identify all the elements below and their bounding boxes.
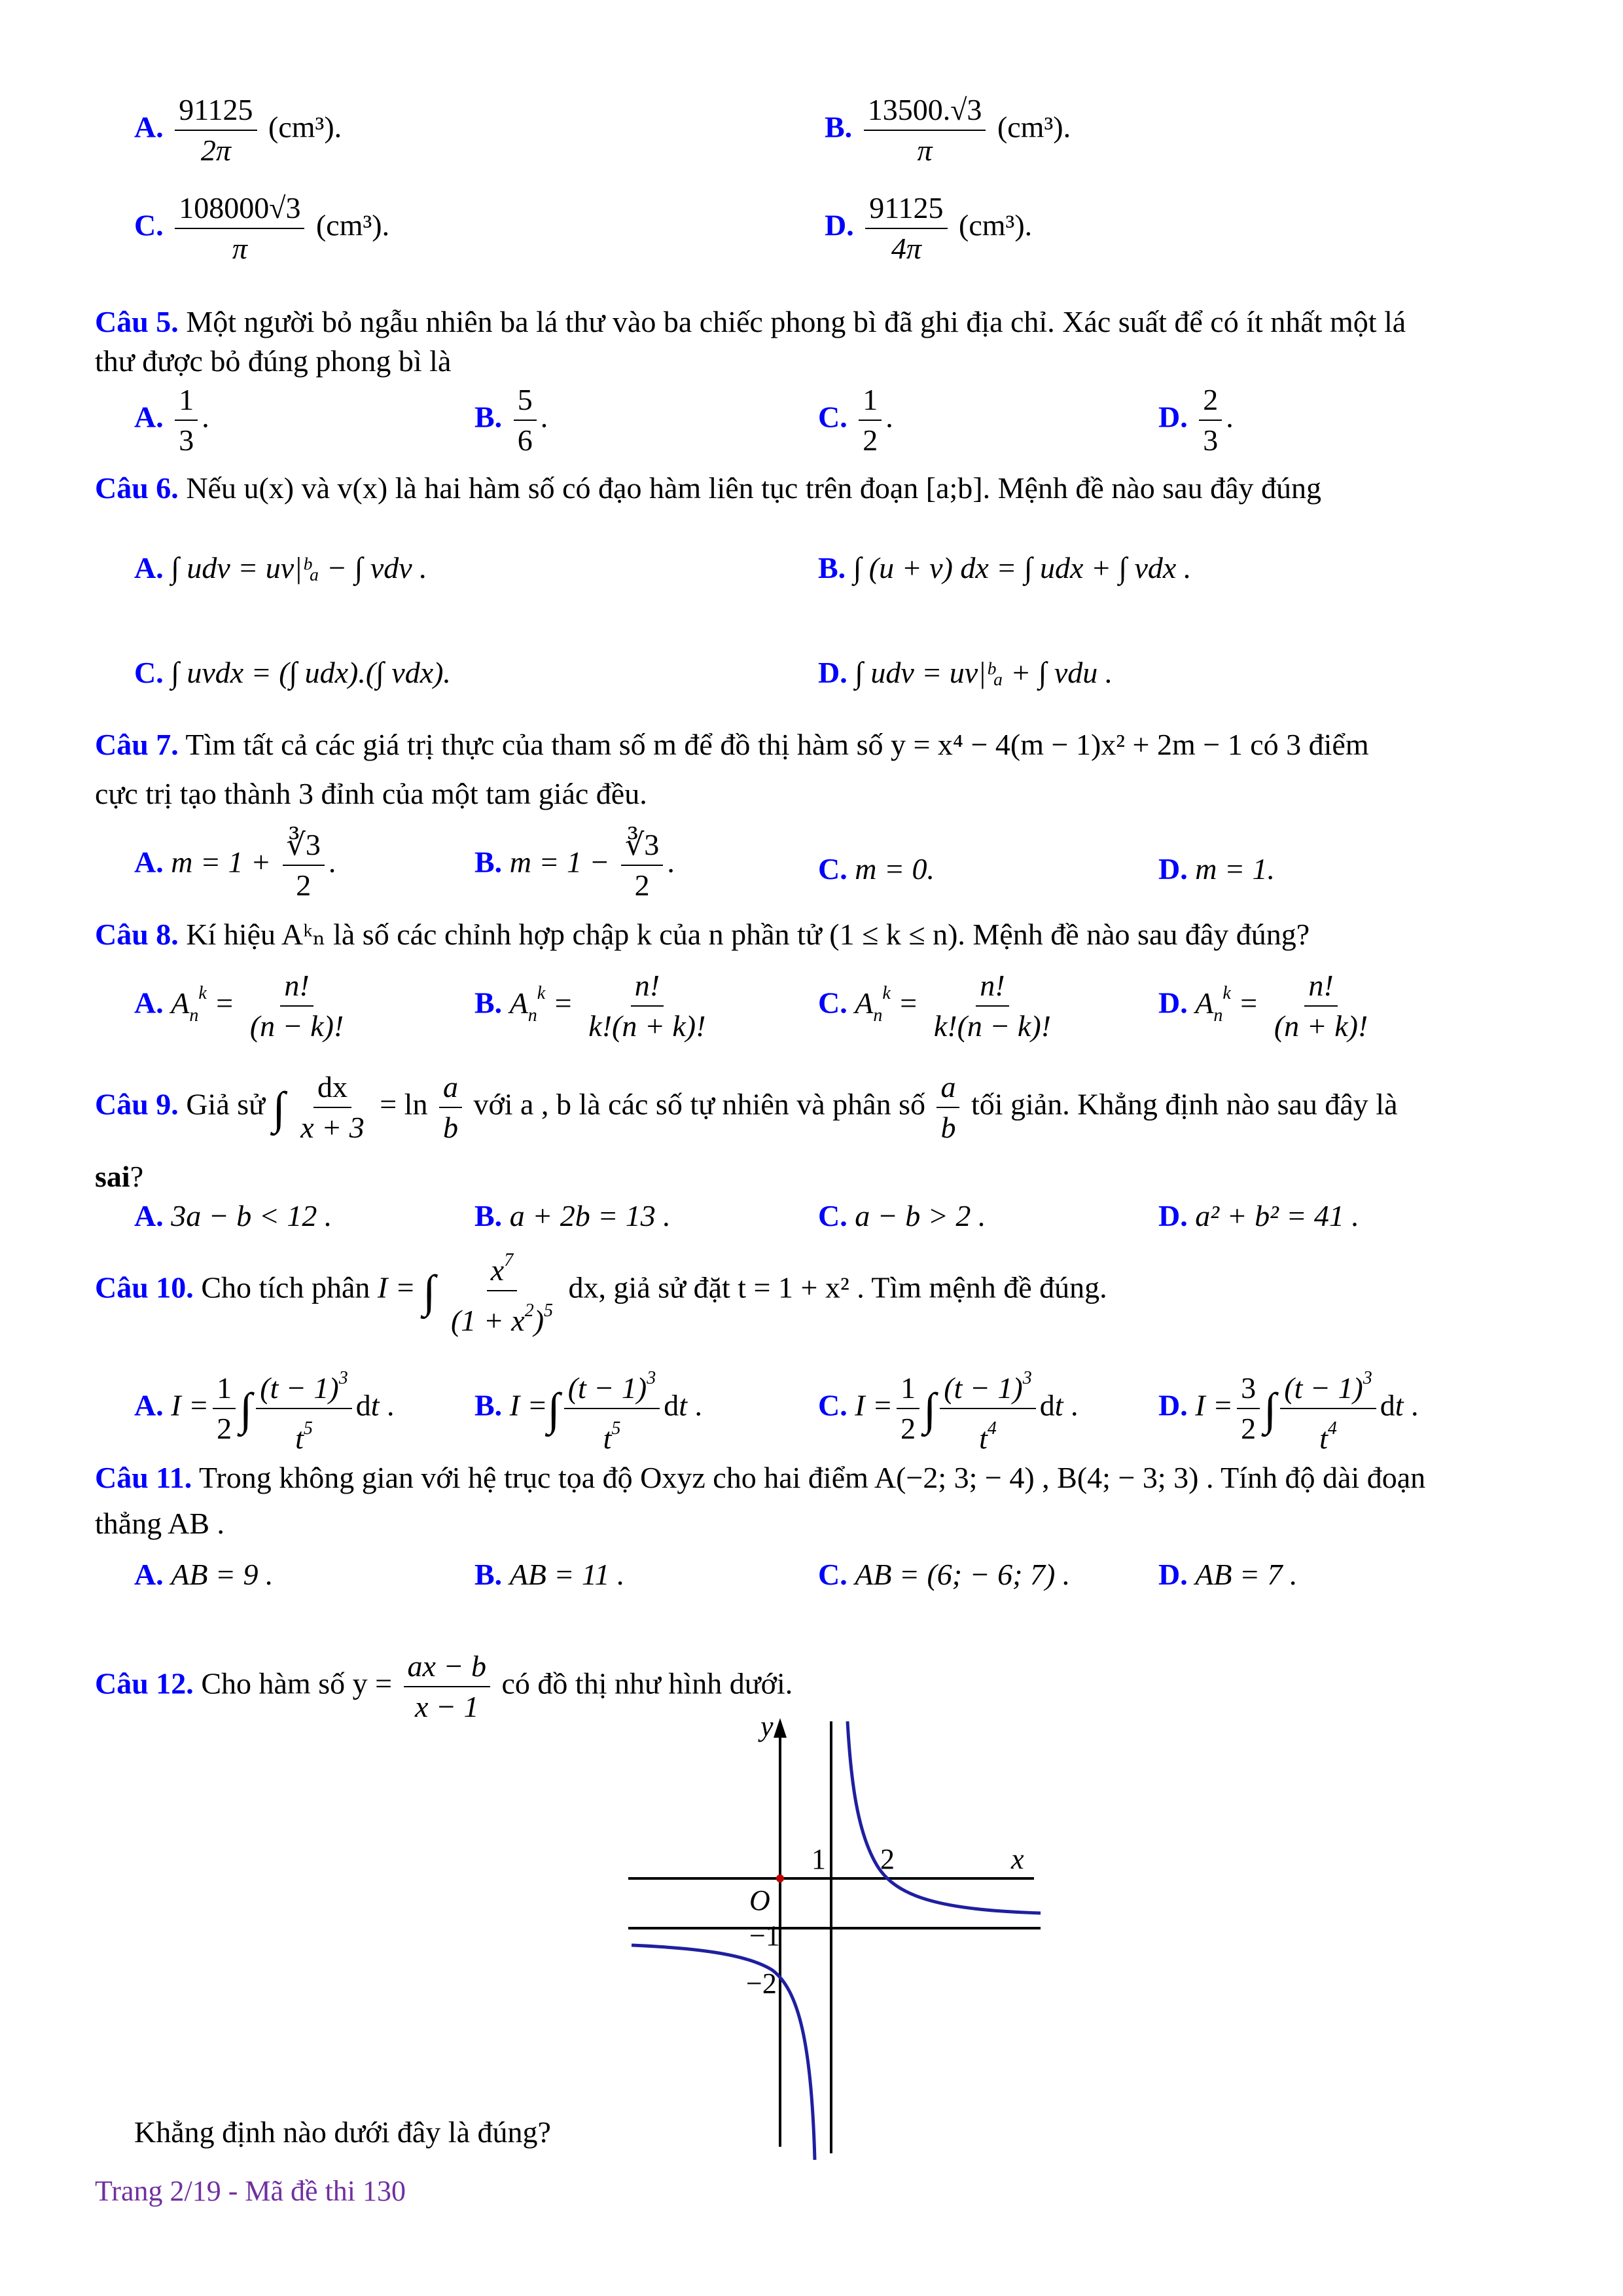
q11-c-expr: AB = (6; − 6; 7) . bbox=[855, 1558, 1071, 1591]
q4-option-b bbox=[825, 93, 1071, 168]
q9-option-d bbox=[1158, 1198, 1359, 1234]
q9-text2: tối giản. Khẳng định nào sau đây là bbox=[971, 1087, 1398, 1121]
q4-d-unit: (cm³). bbox=[959, 208, 1033, 242]
q10-option-a: A. I = $\frac{1}{2}$ ∫ $\frac{(t - 1)^3}{t^5}$ dt . bbox=[134, 1361, 395, 1456]
q8-c-num: n! bbox=[976, 969, 1008, 1007]
q4-b-den: π bbox=[917, 134, 933, 167]
q9-b-label: B. bbox=[474, 1199, 503, 1232]
q5-d-den: 3 bbox=[1203, 423, 1219, 457]
q12-text-before: Cho hàm số y = bbox=[201, 1666, 393, 1700]
page-footer: Trang 2/19 - Mã đề thi 130 bbox=[95, 2175, 406, 2207]
q6-b-expr: ∫ (u + v) dx = ∫ udx + ∫ vdx . bbox=[853, 551, 1192, 584]
q10-option-c: C. I = $\frac{1}{2}$ ∫ $\frac{(t - 1)^3}{t^4}$ dt . bbox=[818, 1361, 1079, 1456]
q4-d-label: D. bbox=[825, 208, 854, 242]
q8-a-den: (n − k)! bbox=[249, 1009, 344, 1043]
q11-text1: Trong không gian với hệ trục tọa độ Oxyz cho hai điểm A(−2; 3; − 4) , B(4; − 3; 3) . Tính độ dài đoạn bbox=[198, 1461, 1426, 1494]
tick-minus-1: −1 bbox=[749, 1920, 780, 1952]
label-x: x bbox=[1011, 1843, 1024, 1875]
q6-option-c bbox=[134, 655, 451, 691]
q8-c-den: k!(n − k)! bbox=[933, 1009, 1051, 1043]
q9-text3: sai bbox=[95, 1160, 130, 1193]
q11-a-expr: AB = 9 . bbox=[171, 1558, 274, 1591]
integral-sign: ∫ bbox=[272, 1083, 285, 1134]
q5-option-c: C. $\frac{1}{2}$ . bbox=[818, 383, 893, 457]
q11-a-label: A. bbox=[134, 1558, 164, 1591]
curve-right-branch bbox=[847, 1721, 1041, 1913]
q8-option-c: C. $A_n^k$ = $\frac{n!}{k!(n - k)!}$ bbox=[818, 969, 1059, 1043]
q5-line1 bbox=[95, 304, 1406, 340]
q5-option-a: A. $\frac{1}{3}$ . bbox=[134, 383, 209, 457]
q6-option-b bbox=[818, 550, 1191, 586]
q9-option-c bbox=[818, 1198, 986, 1234]
q5-b-label: B. bbox=[474, 400, 503, 434]
q7-c-label: C. bbox=[818, 852, 847, 886]
q6-a-expr: ∫ udv = uv|ᵇₐ − ∫ vdv . bbox=[171, 551, 427, 584]
q10-option-d: D. I = $\frac{3}{2}$ ∫ $\frac{(t - 1)^3}{t^4}$ dt . bbox=[1158, 1361, 1419, 1456]
q9-line1: Câu 9. Giả sử ∫ $\frac{dx}{x + 3}$ = ln $\frac{a}{b}$ với a , b là các số tự nhiên và phân số $\frac{a}{b}$ tối giản. Khẳng định nào sau đây là bbox=[95, 1070, 1398, 1144]
q8-line bbox=[95, 916, 1310, 953]
q8-d-label: D. bbox=[1158, 986, 1188, 1020]
q12-question-text: Khẳng định nào dưới đây là đúng? bbox=[134, 2115, 551, 2149]
q7-text2: cực trị tạo thành 3 đỉnh của một tam giác đều. bbox=[95, 777, 647, 810]
q7-b-expr: m = 1 − bbox=[509, 845, 610, 879]
q5-label: Câu 5. bbox=[95, 305, 179, 338]
q10-text: Cho tích phân bbox=[201, 1270, 370, 1304]
q4-c-den: π bbox=[232, 232, 247, 265]
q4-option-a bbox=[134, 93, 342, 168]
curve-left-branch bbox=[632, 1945, 815, 2160]
q11-line2 bbox=[95, 1505, 224, 1542]
q4-d-den: 4π bbox=[891, 232, 921, 265]
q6-text: Nếu u(x) và v(x) là hai hàm số có đạo hàm liên tục trên đoạn [a;b]. Mệnh đề nào sau đây đúng bbox=[186, 471, 1321, 505]
tick-1: 1 bbox=[812, 1843, 826, 1875]
q11-text2: thẳng AB . bbox=[95, 1507, 225, 1540]
label-origin: O bbox=[749, 1884, 770, 1916]
q5-text2: thư được bỏ đúng phong bì là bbox=[95, 344, 452, 378]
q7-a-den: 2 bbox=[296, 869, 312, 902]
q5-b-num: 5 bbox=[514, 383, 537, 421]
q11-option-c bbox=[818, 1556, 1070, 1593]
q11-option-a bbox=[134, 1556, 273, 1593]
q5-option-b: B. $\frac{5}{6}$ . bbox=[474, 383, 548, 457]
q10-b-label: B. bbox=[474, 1388, 503, 1422]
y-axis-arrow bbox=[774, 1718, 787, 1738]
q11-option-d bbox=[1158, 1556, 1297, 1593]
q8-option-a: A. $A_n^k$ = $\frac{n!}{(n - k)!}$ bbox=[134, 969, 351, 1043]
q11-option-b bbox=[474, 1556, 625, 1593]
q9-c-label: C. bbox=[818, 1199, 847, 1232]
q9-b-expr: a + 2b = 13 . bbox=[509, 1199, 671, 1232]
q5-d-num: 2 bbox=[1199, 383, 1222, 421]
q9-line2: sai? bbox=[95, 1160, 144, 1193]
q7-label: Câu 7. bbox=[95, 728, 179, 761]
q6-c-expr: ∫ uvdx = (∫ udx).(∫ vdx). bbox=[171, 656, 451, 689]
q7-a-expr: m = 1 + bbox=[171, 845, 272, 879]
q6-option-d bbox=[818, 655, 1113, 691]
q7-a-label: A. bbox=[134, 845, 164, 879]
q7-line2 bbox=[95, 776, 647, 812]
q8-d-den: (n + k)! bbox=[1274, 1009, 1368, 1043]
q10-text2: , giả sử đặt t = 1 + x² . Tìm mệnh đề đúng. bbox=[598, 1270, 1107, 1304]
q7-line1 bbox=[95, 726, 1369, 763]
q5-b-den: 6 bbox=[517, 423, 533, 457]
q7-b-den: 2 bbox=[634, 869, 650, 902]
q10-line: Câu 10. Cho tích phân I = ∫ $\frac{x^7}{(1 + x^2)^5}$ dx, giả sử đặt t = 1 + x² . Tìm mệnh đề đúng. bbox=[95, 1244, 1107, 1338]
q4-b-label: B. bbox=[825, 110, 853, 144]
q12-den: x − 1 bbox=[415, 1690, 479, 1723]
q7-c-expr: m = 0. bbox=[855, 852, 935, 886]
q6-label: Câu 6. bbox=[95, 471, 179, 505]
q5-c-label: C. bbox=[818, 400, 847, 434]
q10-option-b: B. I =∫ $\frac{(t - 1)^3}{t^5}$ dt . bbox=[474, 1361, 702, 1456]
q11-label: Câu 11. bbox=[95, 1461, 192, 1494]
q12-question bbox=[134, 2114, 551, 2151]
q8-a-num: n! bbox=[280, 969, 313, 1007]
tick-minus-2: −2 bbox=[746, 1967, 777, 2000]
q4-c-unit: (cm³). bbox=[315, 208, 390, 242]
q11-d-label: D. bbox=[1158, 1558, 1188, 1591]
q8-label: Câu 8. bbox=[95, 918, 179, 951]
q7-d-label: D. bbox=[1158, 852, 1188, 886]
q6-c-label: C. bbox=[134, 656, 164, 689]
q10-a-label: A. bbox=[134, 1388, 164, 1422]
q5-c-num: 1 bbox=[859, 383, 882, 421]
q7-a-num: ∛3 bbox=[283, 828, 325, 866]
q5-option-d: D. $\frac{2}{3}$ . bbox=[1158, 383, 1234, 457]
q8-b-num: n! bbox=[631, 969, 664, 1007]
q6-d-expr: ∫ udv = uv|ᵇₐ + ∫ vdu . bbox=[855, 656, 1113, 689]
q11-b-expr: AB = 11 . bbox=[509, 1558, 625, 1591]
q7-option-a: A. m = 1 + $\frac{∛3}{2}$ . bbox=[134, 828, 336, 902]
q5-a-den: 3 bbox=[179, 423, 194, 457]
q5-d-label: D. bbox=[1158, 400, 1188, 434]
q7-text1: Tìm tất cả các giá trị thực của tham số m để đồ thị hàm số y = x⁴ − 4(m − 1)x² + 2m − 1 có 3 điểm bbox=[185, 728, 1369, 761]
q8-option-b: B. $A_n^k$ = $\frac{n!}{k!(n + k)!}$ bbox=[474, 969, 713, 1043]
q4-a-label: A. bbox=[134, 110, 164, 144]
q9-option-a bbox=[134, 1198, 332, 1234]
q11-d-expr: AB = 7 . bbox=[1195, 1558, 1298, 1591]
q7-option-b: B. m = 1 − $\frac{∛3}{2}$ . bbox=[474, 828, 675, 902]
q6-a-label: A. bbox=[134, 551, 164, 584]
q5-a-num: 1 bbox=[175, 383, 198, 421]
q11-c-label: C. bbox=[818, 1558, 847, 1591]
q7-option-c bbox=[818, 851, 935, 888]
q8-text: Kí hiệu Aᵏₙ là số các chỉnh hợp chập k của n phần tử (1 ≤ k ≤ n). Mệnh đề nào sau đây đúng? bbox=[186, 918, 1310, 951]
q4-option-d bbox=[825, 191, 1032, 266]
q9-c-expr: a − b > 2 . bbox=[855, 1199, 986, 1232]
q11-line1 bbox=[95, 1460, 1425, 1496]
q7-b-num: ∛3 bbox=[621, 828, 663, 866]
q8-a-label: A. bbox=[134, 986, 164, 1020]
tick-2: 2 bbox=[880, 1843, 895, 1875]
q8-c-label: C. bbox=[818, 986, 847, 1020]
q9-d-label: D. bbox=[1158, 1199, 1188, 1232]
q6-option-a bbox=[134, 550, 427, 586]
q10-label: Câu 10. bbox=[95, 1270, 194, 1304]
q4-a-num: 91125 bbox=[175, 93, 257, 131]
q4-a-unit: (cm³). bbox=[268, 110, 342, 144]
function-graph bbox=[615, 1702, 1060, 2160]
q4-a-den: 2π bbox=[200, 134, 231, 167]
q8-b-den: k!(n + k)! bbox=[588, 1009, 706, 1043]
q7-option-d bbox=[1158, 851, 1275, 888]
q4-c-num: 108000√3 bbox=[175, 191, 304, 229]
q5-a-label: A. bbox=[134, 400, 164, 434]
q9-a-expr: 3a − b < 12 . bbox=[171, 1199, 332, 1232]
q9-option-b bbox=[474, 1198, 671, 1234]
q12-text-after: có đồ thị như hình dưới. bbox=[501, 1666, 793, 1700]
q8-b-label: B. bbox=[474, 986, 503, 1020]
q6-b-label: B. bbox=[818, 551, 846, 584]
q7-d-expr: m = 1. bbox=[1195, 852, 1275, 886]
q8-d-num: n! bbox=[1304, 969, 1337, 1007]
q4-c-label: C. bbox=[134, 208, 164, 242]
q6-d-label: D. bbox=[818, 656, 847, 689]
q4-b-unit: (cm³). bbox=[997, 110, 1071, 144]
q9-label: Câu 9. bbox=[95, 1087, 179, 1121]
label-y: y bbox=[760, 1710, 774, 1742]
q4-b-num: 13500.√3 bbox=[864, 93, 986, 131]
q9-text1: với a , b là các số tự nhiên và phân số bbox=[473, 1087, 925, 1121]
q8-option-d: D. $A_n^k$ = $\frac{n!}{(n + k)!}$ bbox=[1158, 969, 1376, 1043]
q4-option-c bbox=[134, 191, 389, 266]
q6-line bbox=[95, 470, 1321, 507]
q5-line2 bbox=[95, 343, 451, 380]
q9-a-label: A. bbox=[134, 1199, 164, 1232]
q5-text1: Một người bỏ ngẫu nhiên ba lá thư vào ba chiếc phong bì đã ghi địa chỉ. Xác suất để có ít nhất một lá bbox=[186, 305, 1406, 338]
q5-c-den: 2 bbox=[863, 423, 878, 457]
origin-point bbox=[776, 1874, 784, 1882]
q11-b-label: B. bbox=[474, 1558, 503, 1591]
q7-b-label: B. bbox=[474, 845, 503, 879]
q4-d-num: 91125 bbox=[865, 191, 947, 229]
q9-d-expr: a² + b² = 41 . bbox=[1195, 1199, 1359, 1232]
q12-label: Câu 12. bbox=[95, 1666, 194, 1700]
q10-c-label: C. bbox=[818, 1388, 847, 1422]
q10-d-label: D. bbox=[1158, 1388, 1188, 1422]
q12-num: ax − b bbox=[404, 1649, 490, 1687]
